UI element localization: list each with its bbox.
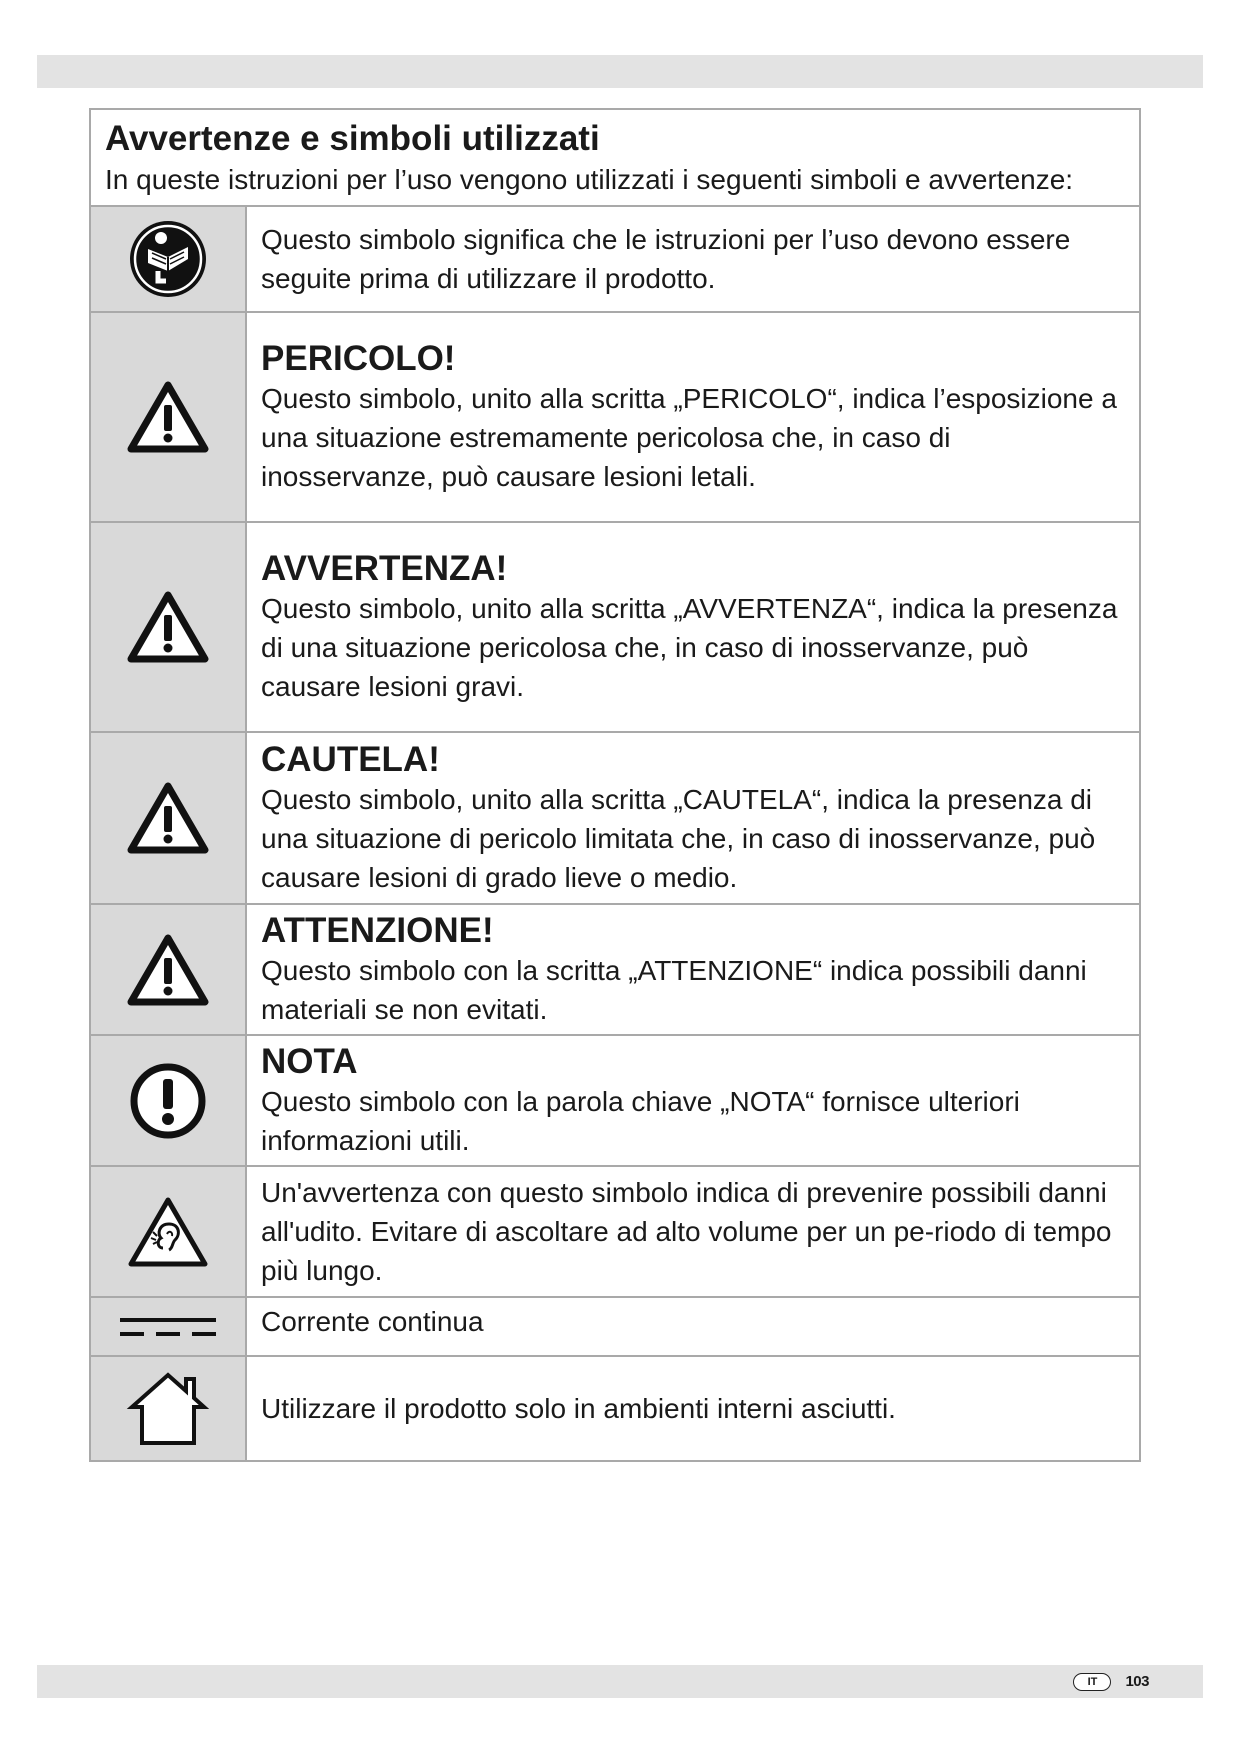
symbol-description	[247, 1298, 1139, 1355]
symbol-row-indoor	[91, 1357, 1139, 1460]
section-intro: In queste istruzioni per l’uso vengono utilizzati i seguenti simboli e avvertenze:	[105, 164, 1074, 195]
row-text: Corrente continua	[261, 1306, 484, 1337]
symbol-cell	[91, 1357, 247, 1460]
table-header	[91, 110, 1139, 207]
symbol-description	[247, 1357, 1139, 1460]
symbol-row-manual	[91, 207, 1139, 313]
symbol-description	[247, 523, 1139, 731]
row-text: Questo simbolo con la parola chiave „NOTA“ fornisce ulteriori informazioni utili.	[261, 1085, 1020, 1156]
symbol-cell	[91, 1036, 247, 1165]
symbol-cell	[91, 733, 247, 903]
warning-triangle-icon	[127, 381, 209, 453]
symbol-row-cautela	[91, 733, 1139, 905]
symbol-cell	[91, 523, 247, 731]
hearing-damage-icon	[127, 1196, 209, 1268]
symbol-description	[247, 1167, 1139, 1296]
row-text: Questo simbolo significa che le istruzioni per l’uso devono essere seguite prima di utilizzare il prodotto.	[261, 224, 1071, 294]
symbol-cell	[91, 905, 247, 1034]
symbol-description	[247, 1036, 1139, 1165]
symbol-cell	[91, 1298, 247, 1355]
symbol-row-avvertenza	[91, 523, 1139, 733]
symbol-cell	[91, 313, 247, 521]
row-text: Utilizzare il prodotto solo in ambienti interni asciutti.	[261, 1393, 896, 1424]
warning-triangle-icon	[127, 782, 209, 854]
warning-triangle-icon	[127, 591, 209, 663]
row-title: AVVERTENZA!	[261, 548, 508, 588]
row-text: Questo simbolo, unito alla scritta „CAUTELA“, indica la presenza di una situazione di pericolo limitata che, in caso di inosservanze, può causare lesioni di grado lieve o medio.	[261, 783, 1096, 893]
symbol-row-pericolo	[91, 313, 1139, 523]
symbol-row-hearing	[91, 1167, 1139, 1298]
row-title: ATTENZIONE!	[261, 910, 494, 950]
row-text: Questo simbolo, unito alla scritta „PERICOLO“, indica l’esposizione a una situazione estremamente pericolosa che, in caso di inosservanze, può causare lesioni letali.	[261, 382, 1117, 492]
row-text: Questo simbolo, unito alla scritta „AVVERTENZA“, indica la presenza di una situazione pericolosa che, in caso di inosservanze, può causare lesioni gravi.	[261, 592, 1118, 702]
symbol-description	[247, 733, 1139, 903]
top-band	[37, 55, 1203, 88]
symbol-description	[247, 207, 1139, 311]
symbol-row-attenzione	[91, 905, 1139, 1036]
symbol-description	[247, 313, 1139, 521]
symbol-cell	[91, 1167, 247, 1296]
row-title: PERICOLO!	[261, 338, 456, 378]
section-title: Avvertenze e simboli utilizzati	[105, 119, 600, 158]
bottom-band	[37, 1665, 1203, 1698]
symbol-cell	[91, 207, 247, 311]
language-badge: IT	[1073, 1673, 1111, 1691]
row-title: NOTA	[261, 1041, 358, 1081]
page-footer	[1073, 1665, 1149, 1698]
row-text: Questo simbolo con la scritta „ATTENZIONE“ indica possibili danni materiali se non evitati.	[261, 954, 1087, 1025]
read-manual-icon	[128, 219, 208, 299]
indoor-house-icon	[122, 1369, 214, 1449]
direct-current-icon	[118, 1312, 218, 1342]
warning-triangle-icon	[127, 934, 209, 1006]
symbols-table	[89, 108, 1141, 1462]
symbol-row-dc	[91, 1298, 1139, 1357]
symbol-description	[247, 905, 1139, 1034]
page-number: 103	[1125, 1673, 1149, 1690]
row-text: Un'avvertenza con questo simbolo indica di prevenire possibili danni all'udito. Evitare di ascoltare ad alto volume per un pe-riodo di tempo più lungo.	[261, 1177, 1112, 1286]
symbol-row-nota	[91, 1036, 1139, 1167]
row-title: CAUTELA!	[261, 739, 440, 779]
exclamation-circle-icon	[128, 1061, 208, 1141]
